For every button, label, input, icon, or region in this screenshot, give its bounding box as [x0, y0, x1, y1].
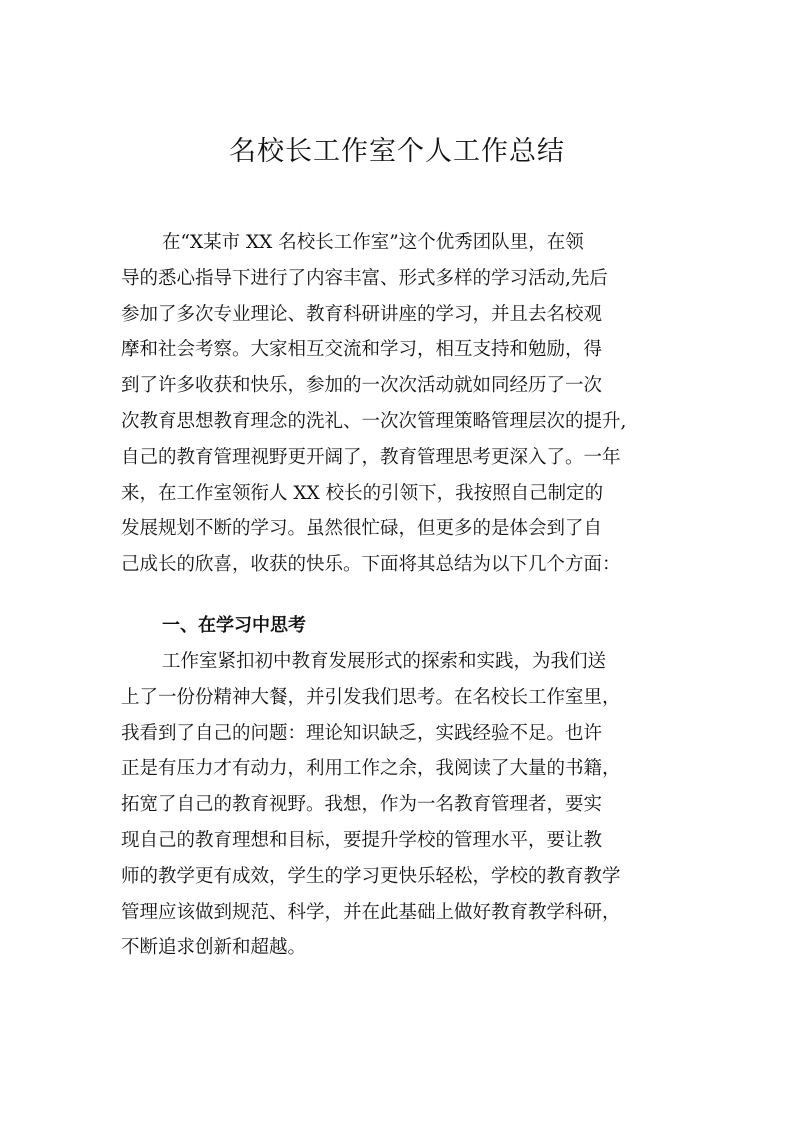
paragraph-line: 管理应该做到规范、科学，并在此基础上做好教育教学科研，	[121, 901, 621, 923]
document-title: 名校长工作室个人工作总结	[229, 136, 565, 167]
paragraph-line: 工作室紧扣初中教育发展形式的探索和实践，为我们送	[162, 651, 607, 672]
paragraph-line: 我看到了自己的问题：理论知识缺乏，实践经验不足。也许	[121, 722, 603, 744]
paragraph-line: 参加了多次专业理论、教育科研讲座的学习，并且去名校观	[121, 303, 603, 325]
paragraph-learning	[121, 644, 681, 966]
paragraph-line: 来，在工作室领衔人 XX 校长的引领下，我按照自己制定的	[121, 482, 604, 504]
paragraph-line: 不断追求创新和超越。	[121, 937, 307, 959]
paragraph-line: 在“X某市 XX 名校长工作室”这个优秀团队里，在领	[162, 232, 584, 253]
paragraph-line: 到了许多收获和快乐，参加的一次次活动就如同经历了一次	[121, 375, 603, 397]
paragraph-line: 导的悉心指导下进行了内容丰富、形式多样的学习活动,先后	[121, 267, 608, 289]
paragraph-line: 师的教学更有成效，学生的学习更快乐轻松，学校的教育教学	[121, 865, 621, 887]
paragraph-line: 上了一份份精神大餐，并引发我们思考。在名校长工作室里，	[121, 686, 621, 708]
paragraph-intro	[121, 225, 681, 583]
paragraph-line: 发展规划不断的学习。虽然很忙碌，但更多的是体会到了自	[121, 518, 603, 540]
paragraph-line: 正是有压力才有动力，利用工作之余，我阅读了大量的书籍，	[121, 758, 621, 780]
section-heading	[121, 608, 681, 644]
paragraph-line: 己成长的欣喜，收获的快乐。下面将其总结为以下几个方面：	[121, 554, 621, 576]
paragraph-line: 现自己的教育理想和目标，要提升学校的管理水平，要让教	[121, 829, 603, 851]
paragraph-line: 自己的教育管理视野更开阔了，教育管理思考更深入了。一年	[121, 446, 621, 468]
paragraph-line: 拓宽了自己的教育视野。我想，作为一名教育管理者，要实	[121, 794, 603, 816]
paragraph-line: 次教育思想教育理念的洗礼、一次次管理策略管理层次的提升,	[121, 410, 627, 432]
paragraph-line: 摩和社会考察。大家相互交流和学习，相互支持和勉励，得	[121, 339, 603, 361]
section-heading-text: 一、在学习中思考	[162, 615, 306, 636]
